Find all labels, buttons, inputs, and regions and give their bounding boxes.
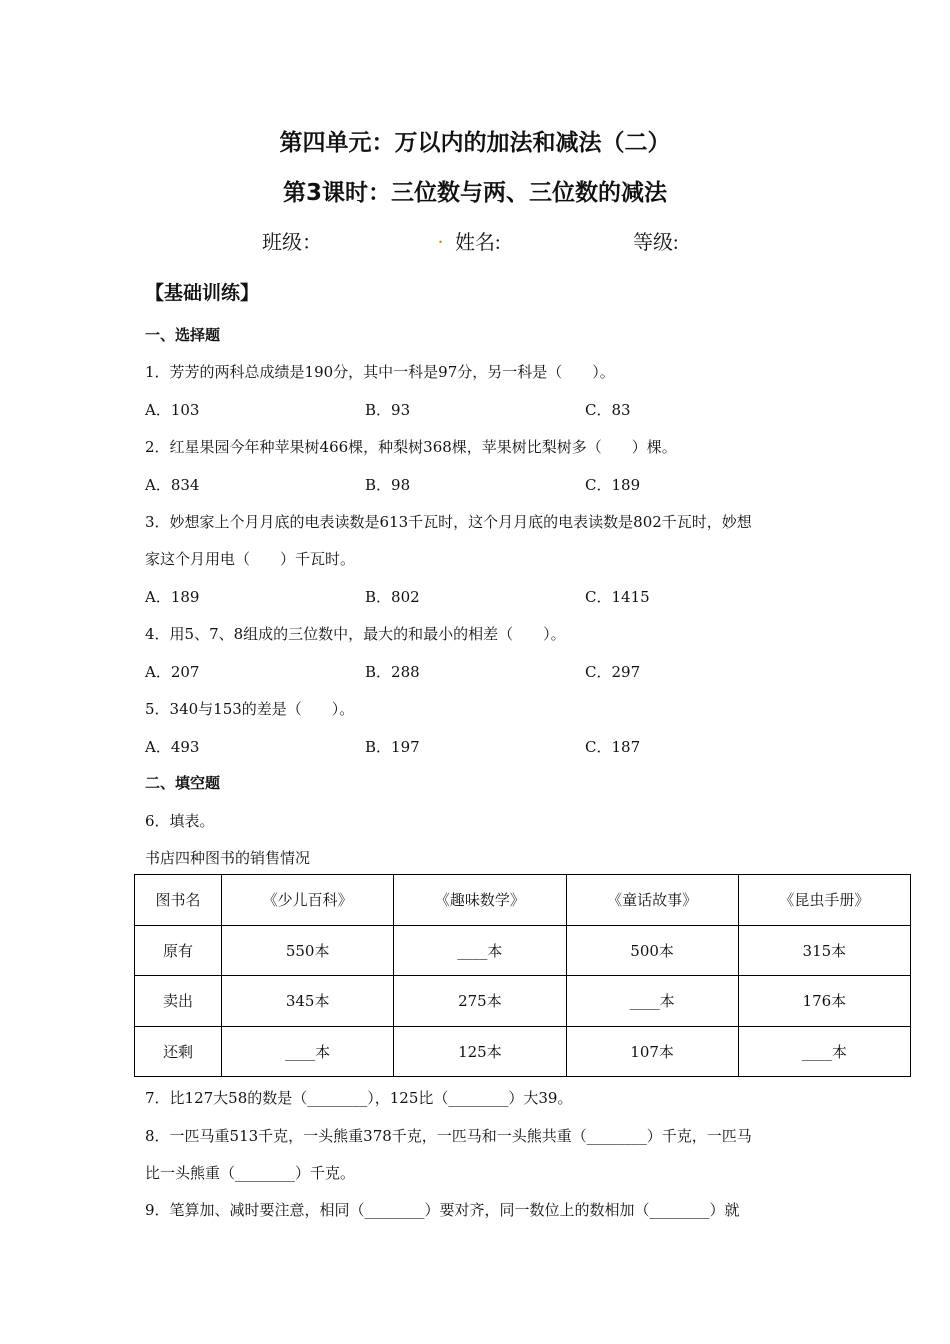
table-cell: ____本 [222,1026,394,1077]
header-cell: 《趣味数学》 [394,875,566,926]
q3-option-a: A．189 [145,588,200,606]
q4-option-b: B．288 [365,663,420,681]
question-7: 7．比127大58的数是（________），125比（________）大39。 [145,1089,573,1107]
q5-option-a: A．493 [145,738,200,756]
question-1: 1．芳芳的两科总成绩是190分，其中一科是97分，另一科是（ ）。 [145,363,615,381]
table-cell: 345本 [222,976,394,1027]
q3-option-b: B．802 [365,588,420,606]
header-cell: 《童话故事》 [566,875,738,926]
basic-training-heading: 【基础训练】 [145,282,260,304]
table-cell: ____本 [738,1026,910,1077]
table-cell: 315本 [738,925,910,976]
table-row [135,925,911,976]
choice-section-heading: 一、选择题 [145,326,221,344]
q2-option-a: A．834 [145,476,200,494]
grade-label: 等级: [633,232,679,254]
table-cell: 176本 [738,976,910,1027]
name-label: 姓名: [455,232,501,254]
table-cell: 550本 [222,925,394,976]
unit-title: 第四单元：万以内的加法和减法（二） [279,130,671,156]
question-6: 6．填表。 [145,812,215,830]
sales-table [134,874,911,1077]
question-8-line-1: 8．一匹马重513千克，一头熊重378千克，一匹马和一头熊共重（________）千克，一匹马 [145,1127,752,1145]
q4-option-c: C．297 [585,663,641,681]
table-row [135,976,911,1027]
q2-option-c: C．189 [585,476,641,494]
question-5: 5．340与153的差是（ ）。 [145,700,355,718]
question-2: 2．红星果园今年种苹果树466棵，种梨树368棵，苹果树比梨树多（ ）棵。 [145,438,677,456]
fill-section-heading: 二、填空题 [145,774,221,792]
class-label: 班级： [262,232,322,254]
q1-option-a: A．103 [145,401,200,419]
q1-option-c: C．83 [585,401,631,419]
table-cell: 500本 [566,925,738,976]
header-cell: 《少儿百科》 [222,875,394,926]
table-cell: 275本 [394,976,566,1027]
table-cell: 卖出 [135,976,222,1027]
q5-option-c: C．187 [585,738,641,756]
q5-option-b: B．197 [365,738,420,756]
table-row [135,1026,911,1077]
table-cell: ____本 [566,976,738,1027]
question-4: 4．用5、7、8组成的三位数中，最大的和最小的相差（ ）。 [145,625,566,643]
table-cell: 125本 [394,1026,566,1077]
q3-option-c: C．1415 [585,588,650,606]
question-3-line-1: 3．妙想家上个月月底的电表读数是613千瓦时，这个月月底的电表读数是802千瓦时，妙想 [145,513,752,531]
table-cell: ____本 [394,925,566,976]
header-cell: 《昆虫手册》 [738,875,910,926]
header-cell: 图书名 [135,875,222,926]
question-8-line-2: 比一头熊重（________）千克。 [145,1164,356,1182]
table-cell: 原有 [135,925,222,976]
table-cell: 107本 [566,1026,738,1077]
q4-option-a: A．207 [145,663,200,681]
question-9: 9．笔算加、减时要注意，相同（________）要对齐，同一数位上的数相加（________）就 [145,1201,740,1219]
q2-option-b: B．98 [365,476,411,494]
question-3-line-2: 家这个月用电（ ）千瓦时。 [145,550,356,568]
lesson-title: 第3课时：三位数与两、三位数的减法 [282,180,667,206]
separator-dot: . [438,226,443,248]
table-cell: 还剩 [135,1026,222,1077]
table-header-row [135,875,911,926]
table-caption: 书店四种图书的销售情况 [145,849,311,867]
q1-option-b: B．93 [365,401,411,419]
